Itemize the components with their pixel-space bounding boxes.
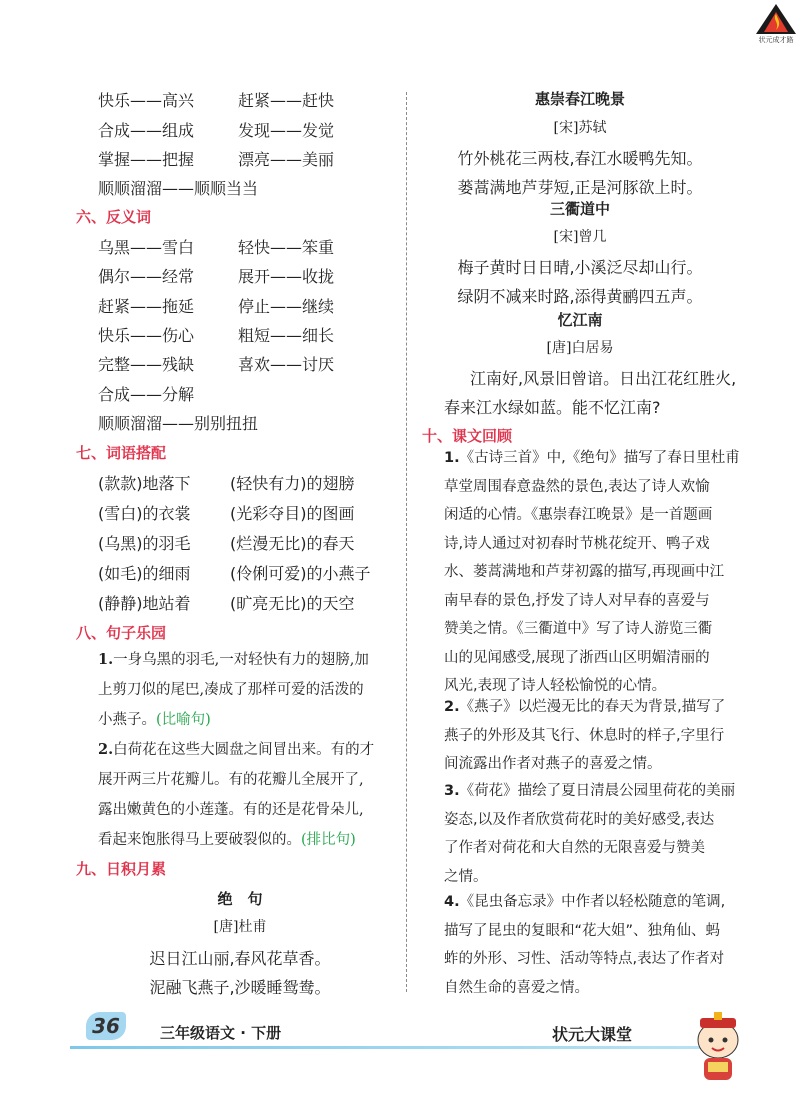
word-pair: 粗短——细长 — [238, 326, 335, 345]
phrase: (乌黑)的羽毛 — [98, 534, 191, 553]
phrase: (静静)地站着 — [98, 594, 191, 613]
review-line: 《燕子》以烂漫无比的春天为背景,描写了 — [459, 699, 726, 715]
item-number: 3. — [444, 783, 460, 799]
poem-line: 竹外桃花三两枝,春江水暖鸭先知。 — [457, 149, 703, 168]
word-pair: 喜欢——讨厌 — [238, 355, 335, 374]
sentence-line: 白荷花在这些大圆盘之间冒出来。有的才 — [113, 742, 375, 758]
poem-author: [唐]白居易 — [546, 340, 614, 356]
phrase: (轻快有力)的翅膀 — [230, 474, 355, 493]
poem-line: 迟日江山丽,春风花草香。 — [149, 949, 331, 968]
item-number: 1. — [444, 450, 460, 466]
sentences-heading: 八、句子乐园 — [76, 624, 167, 642]
word-pair: 停止——继续 — [238, 297, 335, 316]
review-line: 燕子的外形及其飞行、休息时的样子,字里行 — [444, 727, 725, 744]
matching-heading: 七、词语搭配 — [76, 444, 167, 462]
word-pair: 快乐——高兴 — [98, 91, 195, 110]
review-line: 《古诗三首》中,《绝句》描写了春日里杜甫 — [459, 450, 740, 466]
word-pair: 发现——发觉 — [238, 121, 335, 140]
review-item-1 — [444, 444, 754, 701]
review-line: 闲适的心情。《惠崇春江晚景》是一首题画 — [444, 507, 713, 523]
publisher-logo — [752, 2, 800, 48]
word-pair: 顺顺溜溜——别别扭扭 — [98, 414, 259, 433]
review-line: 山的见闻感受,展现了浙西山区明媚清丽的 — [444, 649, 710, 666]
phrase: (伶俐可爱)的小燕子 — [230, 564, 371, 583]
review-line: 描写了昆虫的复眼和“花大姐”、独角仙、蚂 — [444, 922, 721, 939]
review-line: 间流露出作者对燕子的喜爱之情。 — [444, 756, 662, 772]
item-number: 1. — [98, 651, 114, 668]
sentence-line: 上剪刀似的尾巴,凑成了那样可爱的活泼的 — [98, 682, 364, 698]
word-pair: 展开——收拢 — [238, 267, 335, 286]
review-line: 水、蒌蒿满地和芦芽初露的描写,再现画中江 — [444, 564, 725, 580]
review-line: 姿态,以及作者欣赏荷花时的美好感受,表达 — [444, 811, 715, 828]
item-number: 4. — [444, 894, 460, 910]
item-number: 2. — [444, 699, 460, 715]
poem-author: [宋]曾几 — [553, 229, 607, 245]
sentence-type-hint: (排比句) — [301, 832, 356, 848]
word-pair: 掌握——把握 — [98, 150, 195, 169]
poem-line: 江南好,风景旧曾谙。日出江花红胜火, — [470, 369, 737, 388]
poem-title: 忆江南 — [557, 311, 603, 329]
word-pair: 偶尔——经常 — [98, 267, 195, 286]
word-pair: 快乐——伤心 — [98, 326, 195, 345]
grade-label: 三年级语文 · 下册 — [160, 1024, 282, 1042]
sentence-example-1 — [98, 645, 398, 735]
review-line: 自然生命的喜爱之情。 — [444, 979, 589, 996]
review-line: 《昆虫备忘录》中作者以轻松随意的笔调, — [459, 894, 726, 910]
review-line: 了作者对荷花和大自然的无限喜爱与赞美 — [444, 840, 705, 856]
column-divider — [406, 92, 407, 992]
word-pair: 合成——组成 — [98, 121, 195, 140]
brand-label: 状元大课堂 — [552, 1025, 633, 1044]
sentence-example-2 — [98, 735, 398, 855]
sentence-line: 小燕子。 — [98, 712, 156, 728]
review-line: 草堂周围春意盎然的景色,表达了诗人欢愉 — [444, 478, 710, 495]
review-heading: 十、课文回顾 — [422, 427, 513, 445]
poem-line: 春来江水绿如蓝。能不忆江南? — [444, 398, 661, 417]
poem-author: [宋]苏轼 — [553, 120, 607, 136]
review-line: 之情。 — [444, 868, 488, 885]
poem-line: 梅子黄时日日晴,小溪泛尽却山行。 — [457, 258, 703, 277]
item-number: 2. — [98, 741, 114, 758]
review-line: 风光,表现了诗人轻松愉悦的心情。 — [444, 678, 667, 694]
torch-mountain-logo-icon — [752, 2, 800, 36]
review-line: 《荷花》描绘了夏日清晨公园里荷花的美丽 — [459, 783, 736, 799]
scholar-mascot-icon — [680, 1010, 756, 1086]
word-pair: 赶紧——拖延 — [98, 297, 195, 316]
review-item-3 — [444, 777, 754, 891]
antonyms-heading: 六、反义词 — [76, 208, 152, 226]
poem-line: 绿阴不减来时路,添得黄鹂四五声。 — [457, 287, 703, 306]
phrase: (烂漫无比)的春天 — [230, 534, 355, 553]
poem-title: 惠崇春江晚景 — [534, 90, 625, 108]
word-pair: 漂亮——美丽 — [238, 150, 335, 169]
sentence-line: 露出嫩黄色的小莲蓬。有的还是花骨朵儿, — [98, 802, 364, 818]
word-pair: 赶紧——赶快 — [238, 91, 335, 110]
poem-title: 三衢道中 — [549, 200, 610, 218]
word-pair: 合成——分解 — [98, 385, 195, 404]
word-pair: 完整——残缺 — [98, 355, 195, 374]
sentence-type-hint: (比喻句) — [156, 712, 211, 728]
phrase: (款款)地落下 — [98, 474, 191, 493]
word-pair: 顺顺溜溜——顺顺当当 — [98, 179, 259, 198]
review-line: 赞美之情。《三衢道中》写了诗人游览三衢 — [444, 621, 713, 637]
page-number: 36 — [86, 1012, 126, 1040]
logo-text: 状元成才路 — [758, 36, 794, 44]
accumulate-heading: 九、日积月累 — [76, 860, 167, 878]
phrase: (光彩夺目)的图画 — [230, 504, 355, 523]
poem-author: [唐]杜甫 — [213, 919, 267, 935]
review-line: 南早春的景色,抒发了诗人对早春的喜爱与 — [444, 592, 710, 609]
sentence-line: 一身乌黑的羽毛,一对轻快有力的翅膀,加 — [113, 652, 369, 668]
poem-title: 绝 句 — [217, 890, 263, 908]
poem-line: 泥融飞燕子,沙暖睡鸳鸯。 — [149, 978, 331, 997]
word-pair: 轻快——笨重 — [238, 238, 335, 257]
review-item-4 — [444, 888, 754, 1002]
review-line: 蚱的外形、习性、活动等特点,表达了作者对 — [444, 951, 725, 967]
sentence-line: 看起来饱胀得马上要破裂似的。 — [98, 832, 301, 848]
phrase: (旷亮无比)的天空 — [230, 594, 355, 613]
review-line: 诗,诗人通过对初春时节桃花绽开、鸭子戏 — [444, 535, 710, 552]
sentence-line: 展开两三片花瓣儿。有的花瓣儿全展开了, — [98, 772, 364, 788]
word-pair: 乌黑——雪白 — [98, 238, 195, 257]
phrase: (雪白)的衣裳 — [98, 504, 191, 523]
footer-rule — [70, 1046, 710, 1049]
poem-line: 蒌蒿满地芦芽短,正是河豚欲上时。 — [457, 178, 703, 197]
phrase: (如毛)的细雨 — [98, 564, 191, 583]
review-item-2 — [444, 693, 754, 779]
